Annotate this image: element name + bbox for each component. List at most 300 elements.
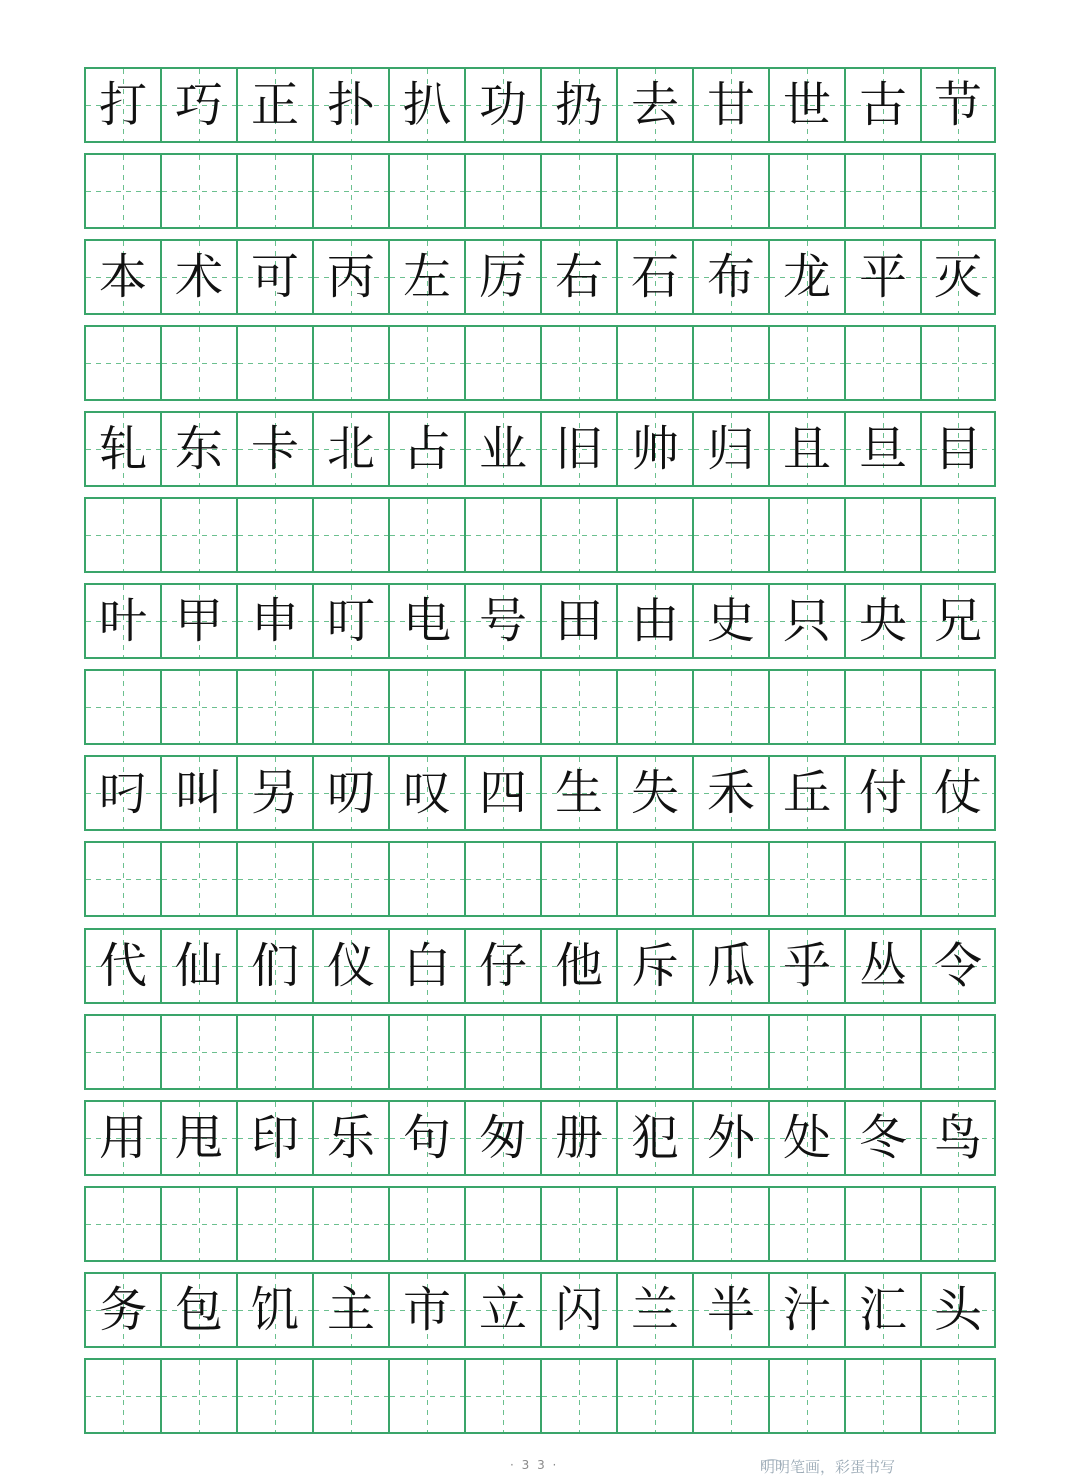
character-cell xyxy=(84,241,160,313)
practice-cell xyxy=(312,1360,388,1432)
practice-cell xyxy=(616,843,692,915)
character-cell xyxy=(388,757,464,829)
character-glyph xyxy=(466,843,540,915)
character-cell xyxy=(388,585,464,657)
watermark-text: 明明笔画，彩蛋书写 xyxy=(760,1458,896,1476)
character-cell xyxy=(768,1102,844,1174)
character-glyph xyxy=(238,671,312,743)
character-glyph: 冬 xyxy=(858,1110,907,1166)
character-glyph: 闪 xyxy=(554,1282,603,1338)
practice-cell xyxy=(84,671,160,743)
character-cell xyxy=(844,1102,920,1174)
practice-cell xyxy=(616,499,692,571)
practice-row xyxy=(84,1014,996,1090)
practice-cell xyxy=(844,843,920,915)
character-glyph: 叮 xyxy=(326,593,375,649)
practice-cell xyxy=(768,843,844,915)
character-glyph xyxy=(694,671,768,743)
practice-cell xyxy=(312,327,388,399)
character-glyph xyxy=(314,1016,388,1088)
character-glyph xyxy=(542,1188,616,1260)
character-cell xyxy=(768,1274,844,1346)
character-cell xyxy=(160,69,236,141)
character-glyph: 头 xyxy=(933,1282,982,1338)
practice-cell xyxy=(768,1360,844,1432)
practice-cell xyxy=(768,1188,844,1260)
character-glyph xyxy=(86,1188,160,1260)
character-glyph: 甩 xyxy=(174,1110,223,1166)
character-cell xyxy=(768,757,844,829)
character-cell xyxy=(160,241,236,313)
practice-cell xyxy=(84,155,160,227)
practice-cell xyxy=(768,671,844,743)
character-glyph xyxy=(618,671,692,743)
character-glyph: 甘 xyxy=(706,77,755,133)
character-glyph: 业 xyxy=(478,421,527,477)
character-cell xyxy=(768,930,844,1002)
character-glyph: 仙 xyxy=(174,938,223,994)
character-cell xyxy=(236,930,312,1002)
character-glyph: 失 xyxy=(630,765,679,821)
character-glyph: 丛 xyxy=(858,938,907,994)
practice-cell xyxy=(540,1188,616,1260)
character-cell xyxy=(692,585,768,657)
character-glyph xyxy=(86,1360,160,1432)
character-glyph: 外 xyxy=(706,1110,755,1166)
practice-cell xyxy=(464,499,540,571)
character-glyph: 饥 xyxy=(250,1282,299,1338)
character-glyph xyxy=(162,155,236,227)
practice-cell xyxy=(312,1016,388,1088)
practice-cell xyxy=(844,327,920,399)
practice-cell xyxy=(692,327,768,399)
character-glyph xyxy=(466,671,540,743)
practice-cell xyxy=(540,155,616,227)
practice-cell xyxy=(84,499,160,571)
character-glyph xyxy=(694,1188,768,1260)
character-glyph xyxy=(694,155,768,227)
character-glyph xyxy=(846,1360,920,1432)
character-glyph xyxy=(314,1360,388,1432)
character-glyph: 扑 xyxy=(326,77,375,133)
character-cell xyxy=(920,69,996,141)
practice-cell xyxy=(160,1016,236,1088)
practice-cell xyxy=(464,155,540,227)
character-glyph: 叹 xyxy=(402,765,451,821)
character-cell xyxy=(160,413,236,485)
character-glyph: 龙 xyxy=(782,249,831,305)
character-glyph: 乐 xyxy=(326,1110,375,1166)
character-cell xyxy=(540,1102,616,1174)
character-glyph: 付 xyxy=(858,765,907,821)
character-cell xyxy=(616,1274,692,1346)
character-cell xyxy=(540,69,616,141)
character-cell xyxy=(84,69,160,141)
model-character-row xyxy=(84,67,996,143)
character-cell xyxy=(84,930,160,1002)
character-glyph xyxy=(618,155,692,227)
character-glyph: 他 xyxy=(554,938,603,994)
character-cell xyxy=(692,413,768,485)
character-glyph: 田 xyxy=(554,593,603,649)
character-glyph xyxy=(390,671,464,743)
character-cell xyxy=(84,413,160,485)
practice-cell xyxy=(388,1016,464,1088)
model-character-row xyxy=(84,928,996,1004)
character-glyph xyxy=(238,843,312,915)
character-cell xyxy=(464,585,540,657)
character-glyph: 册 xyxy=(554,1110,603,1166)
character-glyph: 申 xyxy=(250,593,299,649)
practice-cell xyxy=(236,1360,312,1432)
character-glyph: 汁 xyxy=(782,1282,831,1338)
character-glyph xyxy=(162,843,236,915)
character-glyph xyxy=(922,671,994,743)
practice-cell xyxy=(236,1188,312,1260)
character-cell xyxy=(540,757,616,829)
character-glyph: 史 xyxy=(706,593,755,649)
practice-row xyxy=(84,153,996,229)
practice-cell xyxy=(768,155,844,227)
character-glyph: 厉 xyxy=(478,249,527,305)
character-cell xyxy=(236,757,312,829)
character-glyph: 且 xyxy=(782,421,831,477)
character-cell xyxy=(388,930,464,1002)
character-glyph xyxy=(694,499,768,571)
character-cell xyxy=(920,413,996,485)
character-cell xyxy=(692,241,768,313)
character-glyph xyxy=(770,327,844,399)
character-glyph: 打 xyxy=(98,77,147,133)
practice-cell xyxy=(388,155,464,227)
character-glyph xyxy=(238,499,312,571)
character-glyph xyxy=(770,1360,844,1432)
character-glyph xyxy=(694,327,768,399)
character-cell xyxy=(464,930,540,1002)
character-glyph: 句 xyxy=(402,1110,451,1166)
character-glyph xyxy=(770,1188,844,1260)
character-glyph xyxy=(390,155,464,227)
character-cell xyxy=(236,1102,312,1174)
character-cell xyxy=(312,413,388,485)
character-glyph xyxy=(770,843,844,915)
character-glyph: 另 xyxy=(250,765,299,821)
practice-cell xyxy=(236,1016,312,1088)
character-glyph xyxy=(86,1016,160,1088)
character-cell xyxy=(160,1274,236,1346)
character-glyph: 旦 xyxy=(858,421,907,477)
practice-cell xyxy=(920,671,996,743)
character-glyph xyxy=(846,1188,920,1260)
practice-cell xyxy=(464,843,540,915)
practice-row xyxy=(84,841,996,917)
practice-cell xyxy=(388,327,464,399)
practice-cell xyxy=(464,1188,540,1260)
practice-cell xyxy=(540,1360,616,1432)
character-cell xyxy=(844,930,920,1002)
character-glyph: 扒 xyxy=(402,77,451,133)
character-glyph: 叶 xyxy=(98,593,147,649)
character-glyph xyxy=(618,327,692,399)
character-cell xyxy=(388,69,464,141)
character-glyph xyxy=(314,843,388,915)
character-glyph xyxy=(86,843,160,915)
character-glyph: 只 xyxy=(782,593,831,649)
character-glyph: 丘 xyxy=(782,765,831,821)
practice-cell xyxy=(388,671,464,743)
character-glyph: 功 xyxy=(478,77,527,133)
character-cell xyxy=(844,1274,920,1346)
practice-cell xyxy=(84,843,160,915)
practice-cell xyxy=(616,155,692,227)
character-cell xyxy=(236,69,312,141)
character-glyph: 汇 xyxy=(858,1282,907,1338)
character-glyph: 目 xyxy=(933,421,982,477)
character-cell xyxy=(768,413,844,485)
character-cell xyxy=(236,585,312,657)
character-glyph xyxy=(86,671,160,743)
character-cell xyxy=(312,585,388,657)
character-glyph xyxy=(314,499,388,571)
character-cell xyxy=(464,69,540,141)
character-cell xyxy=(312,1274,388,1346)
character-cell xyxy=(464,241,540,313)
practice-row xyxy=(84,325,996,401)
character-glyph xyxy=(922,1360,994,1432)
practice-cell xyxy=(388,1360,464,1432)
character-glyph: 平 xyxy=(858,249,907,305)
character-glyph: 号 xyxy=(478,593,527,649)
character-glyph xyxy=(770,671,844,743)
character-glyph xyxy=(238,1360,312,1432)
character-cell xyxy=(540,241,616,313)
model-character-row xyxy=(84,239,996,315)
character-cell xyxy=(84,1274,160,1346)
character-cell xyxy=(312,241,388,313)
character-glyph xyxy=(86,155,160,227)
character-glyph: 立 xyxy=(478,1282,527,1338)
practice-cell xyxy=(920,1188,996,1260)
character-glyph xyxy=(542,327,616,399)
practice-cell xyxy=(84,1360,160,1432)
character-cell xyxy=(692,930,768,1002)
character-cell xyxy=(920,757,996,829)
practice-cell xyxy=(160,327,236,399)
character-glyph: 可 xyxy=(250,249,299,305)
character-glyph: 右 xyxy=(554,249,603,305)
character-glyph: 占 xyxy=(402,421,451,477)
practice-cell xyxy=(236,671,312,743)
practice-cell xyxy=(84,1016,160,1088)
practice-cell xyxy=(388,1188,464,1260)
practice-cell xyxy=(692,1188,768,1260)
character-cell xyxy=(768,241,844,313)
practice-cell xyxy=(160,155,236,227)
practice-cell xyxy=(464,1360,540,1432)
character-glyph: 甲 xyxy=(174,593,223,649)
practice-cell xyxy=(616,1016,692,1088)
character-glyph: 术 xyxy=(174,249,223,305)
character-glyph xyxy=(390,1016,464,1088)
practice-cell xyxy=(844,671,920,743)
character-glyph xyxy=(922,843,994,915)
character-cell xyxy=(464,1274,540,1346)
character-cell xyxy=(540,585,616,657)
character-glyph xyxy=(390,499,464,571)
character-glyph xyxy=(618,1016,692,1088)
character-cell xyxy=(692,757,768,829)
practice-cell xyxy=(768,1016,844,1088)
character-glyph: 市 xyxy=(402,1282,451,1338)
character-cell xyxy=(844,585,920,657)
character-glyph xyxy=(162,1188,236,1260)
character-glyph: 包 xyxy=(174,1282,223,1338)
character-glyph: 东 xyxy=(174,421,223,477)
model-character-row xyxy=(84,755,996,831)
character-cell xyxy=(540,413,616,485)
practice-cell xyxy=(844,1016,920,1088)
practice-cell xyxy=(160,671,236,743)
character-glyph: 电 xyxy=(402,593,451,649)
character-cell xyxy=(84,585,160,657)
practice-cell xyxy=(388,843,464,915)
character-glyph xyxy=(238,1016,312,1088)
character-glyph xyxy=(542,1360,616,1432)
character-glyph: 叫 xyxy=(174,765,223,821)
character-glyph: 扔 xyxy=(554,77,603,133)
character-glyph xyxy=(466,1016,540,1088)
character-cell xyxy=(236,241,312,313)
character-cell xyxy=(388,413,464,485)
practice-cell xyxy=(844,155,920,227)
practice-cell xyxy=(464,1016,540,1088)
character-glyph xyxy=(694,843,768,915)
practice-row xyxy=(84,497,996,573)
character-glyph xyxy=(466,1188,540,1260)
practice-cell xyxy=(540,843,616,915)
character-glyph: 布 xyxy=(706,249,755,305)
character-glyph xyxy=(922,499,994,571)
character-glyph xyxy=(162,1360,236,1432)
character-cell xyxy=(388,1274,464,1346)
character-glyph xyxy=(694,1360,768,1432)
character-glyph: 四 xyxy=(478,765,527,821)
character-cell xyxy=(616,930,692,1002)
character-glyph xyxy=(238,1188,312,1260)
character-glyph: 瓜 xyxy=(706,938,755,994)
character-glyph: 归 xyxy=(706,421,755,477)
practice-cell xyxy=(844,1360,920,1432)
model-character-row xyxy=(84,1272,996,1348)
character-glyph xyxy=(922,155,994,227)
practice-cell xyxy=(768,499,844,571)
character-glyph: 旧 xyxy=(554,421,603,477)
character-glyph: 匆 xyxy=(478,1110,527,1166)
practice-cell xyxy=(616,1188,692,1260)
character-cell xyxy=(768,69,844,141)
character-cell xyxy=(692,1274,768,1346)
character-glyph xyxy=(162,671,236,743)
character-glyph xyxy=(922,327,994,399)
character-glyph: 斥 xyxy=(630,938,679,994)
character-cell xyxy=(236,413,312,485)
practice-cell xyxy=(920,843,996,915)
character-glyph xyxy=(846,671,920,743)
character-glyph: 代 xyxy=(98,938,147,994)
practice-cell xyxy=(160,1360,236,1432)
character-glyph xyxy=(390,1188,464,1260)
character-cell xyxy=(540,930,616,1002)
practice-cell xyxy=(920,155,996,227)
practice-cell xyxy=(236,499,312,571)
character-cell xyxy=(616,1102,692,1174)
character-glyph xyxy=(238,327,312,399)
character-cell xyxy=(160,1102,236,1174)
practice-row xyxy=(84,669,996,745)
character-cell xyxy=(616,757,692,829)
character-glyph: 帅 xyxy=(630,421,679,477)
character-glyph: 古 xyxy=(858,77,907,133)
character-cell xyxy=(844,241,920,313)
practice-cell xyxy=(312,843,388,915)
practice-cell xyxy=(540,671,616,743)
character-glyph: 令 xyxy=(933,938,982,994)
practice-row xyxy=(84,1186,996,1262)
practice-cell xyxy=(312,499,388,571)
character-glyph: 处 xyxy=(782,1110,831,1166)
character-glyph: 本 xyxy=(98,249,147,305)
character-glyph: 去 xyxy=(630,77,679,133)
page-number-marks: · 3 3 · xyxy=(510,1458,559,1472)
character-cell xyxy=(844,413,920,485)
character-glyph xyxy=(466,499,540,571)
character-cell xyxy=(616,585,692,657)
character-glyph: 禾 xyxy=(706,765,755,821)
character-glyph xyxy=(618,843,692,915)
character-glyph xyxy=(618,499,692,571)
model-character-row xyxy=(84,583,996,659)
character-glyph xyxy=(314,671,388,743)
practice-cell xyxy=(692,1016,768,1088)
character-glyph xyxy=(542,499,616,571)
character-cell xyxy=(160,930,236,1002)
character-cell xyxy=(920,585,996,657)
character-cell xyxy=(388,1102,464,1174)
character-glyph: 叼 xyxy=(98,765,147,821)
character-glyph xyxy=(694,1016,768,1088)
character-cell xyxy=(920,241,996,313)
practice-cell xyxy=(920,499,996,571)
practice-cell xyxy=(464,671,540,743)
practice-cell xyxy=(540,499,616,571)
character-glyph xyxy=(162,1016,236,1088)
character-cell xyxy=(920,930,996,1002)
character-glyph: 主 xyxy=(326,1282,375,1338)
practice-cell xyxy=(160,499,236,571)
character-glyph: 仔 xyxy=(478,938,527,994)
character-cell xyxy=(84,757,160,829)
character-glyph: 乎 xyxy=(782,938,831,994)
character-cell xyxy=(312,1102,388,1174)
character-glyph xyxy=(618,1188,692,1260)
character-glyph xyxy=(162,499,236,571)
character-cell xyxy=(160,757,236,829)
character-cell xyxy=(920,1274,996,1346)
character-glyph xyxy=(846,843,920,915)
character-glyph xyxy=(770,1016,844,1088)
character-cell xyxy=(388,241,464,313)
character-glyph: 仪 xyxy=(326,938,375,994)
